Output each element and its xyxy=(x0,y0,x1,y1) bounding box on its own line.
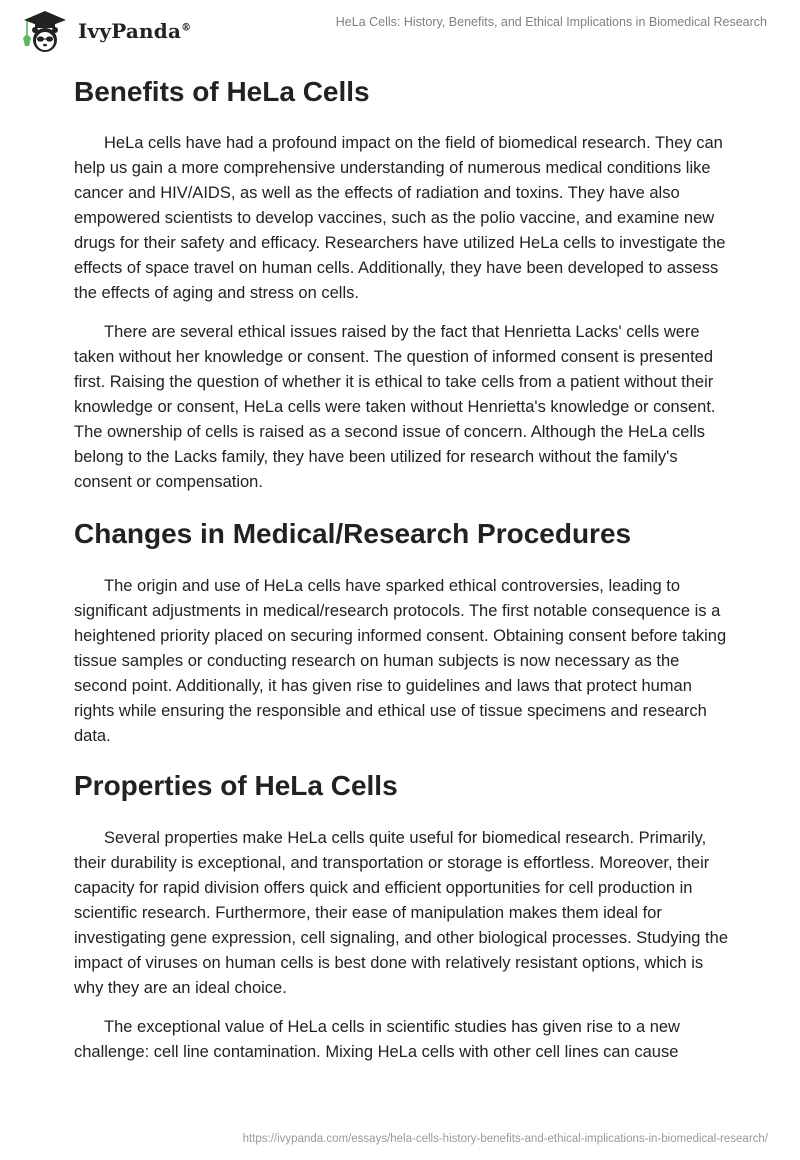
section-heading-properties: Properties of HeLa Cells xyxy=(74,770,398,801)
paragraph: The exceptional value of HeLa cells in scientific studies has given rise to a new challenge: cell line contamination. Mixing HeLa cells with other cell lines can cause xyxy=(74,1018,680,1061)
logo-text: IvyPanda® xyxy=(78,19,192,43)
paragraph: HeLa cells have had a profound impact on the field of biomedical research. They can help us gain a more comprehensive understanding of numerous medical conditions like cancer and HIV/AIDS, as well as the effects of radiation and toxins. They have also empowered scientists to develop vaccines, such as the polio vaccine, and examine new drugs for their safety and efficacy. Researchers have utilized HeLa cells to investigate the effects of space travel on human cells. Additionally, they have been developed to assess the effects of aging and stress on cells. xyxy=(74,134,726,302)
source-url[interactable]: https://ivypanda.com/essays/hela-cells-history-benefits-and-ethical-implications-in-biomedical-research/ xyxy=(242,1133,768,1145)
paragraph: The origin and use of HeLa cells have sparked ethical controversies, leading to significant adjustments in medical/research protocols. The first notable consequence is a heightened priority placed on securing informed consent. Obtaining consent before taking tissue samples or conducting research on human subjects is now necessary as the second point. Additionally, it has given rise to guidelines and laws that protect human rights while ensuring the responsible and ethical use of tissue specimens and research data. xyxy=(74,577,727,745)
section-heading-changes: Changes in Medical/Research Procedures xyxy=(74,518,632,549)
page-header xyxy=(0,0,800,60)
ivypanda-logo[interactable] xyxy=(18,8,191,54)
panda-graduate-icon xyxy=(18,8,72,54)
section-heading-benefits: Benefits of HeLa Cells xyxy=(74,76,370,107)
paragraph: Several properties make HeLa cells quite useful for biomedical research. Primarily, their durability is exceptional, and transportation or storage is effortless. Moreover, their capacity for rapid division offers quick and efficient opportunities for cell production in scientific research. Furthermore, their ease of manipulation makes them ideal for investigating gene expression, cell signaling, and other biological processes. Studying the impact of viruses on human cells is best done with relatively resistant options, which is why they are an ideal choice. xyxy=(74,829,728,997)
document-title: HeLa Cells: History, Benefits, and Ethical Implications in Biomedical Research xyxy=(335,15,767,29)
paragraph: There are several ethical issues raised by the fact that Henrietta Lacks' cells were taken without her knowledge or consent. The question of informed consent is presented first. Raising the question of whether it is ethical to take cells from a patient without their knowledge or consent, HeLa cells were taken without Henrietta's knowledge or consent. The ownership of cells is raised as a second issue of concern. Although the HeLa cells belong to the Lacks family, they have been utilized for research without the family's consent or compensation. xyxy=(74,323,716,491)
